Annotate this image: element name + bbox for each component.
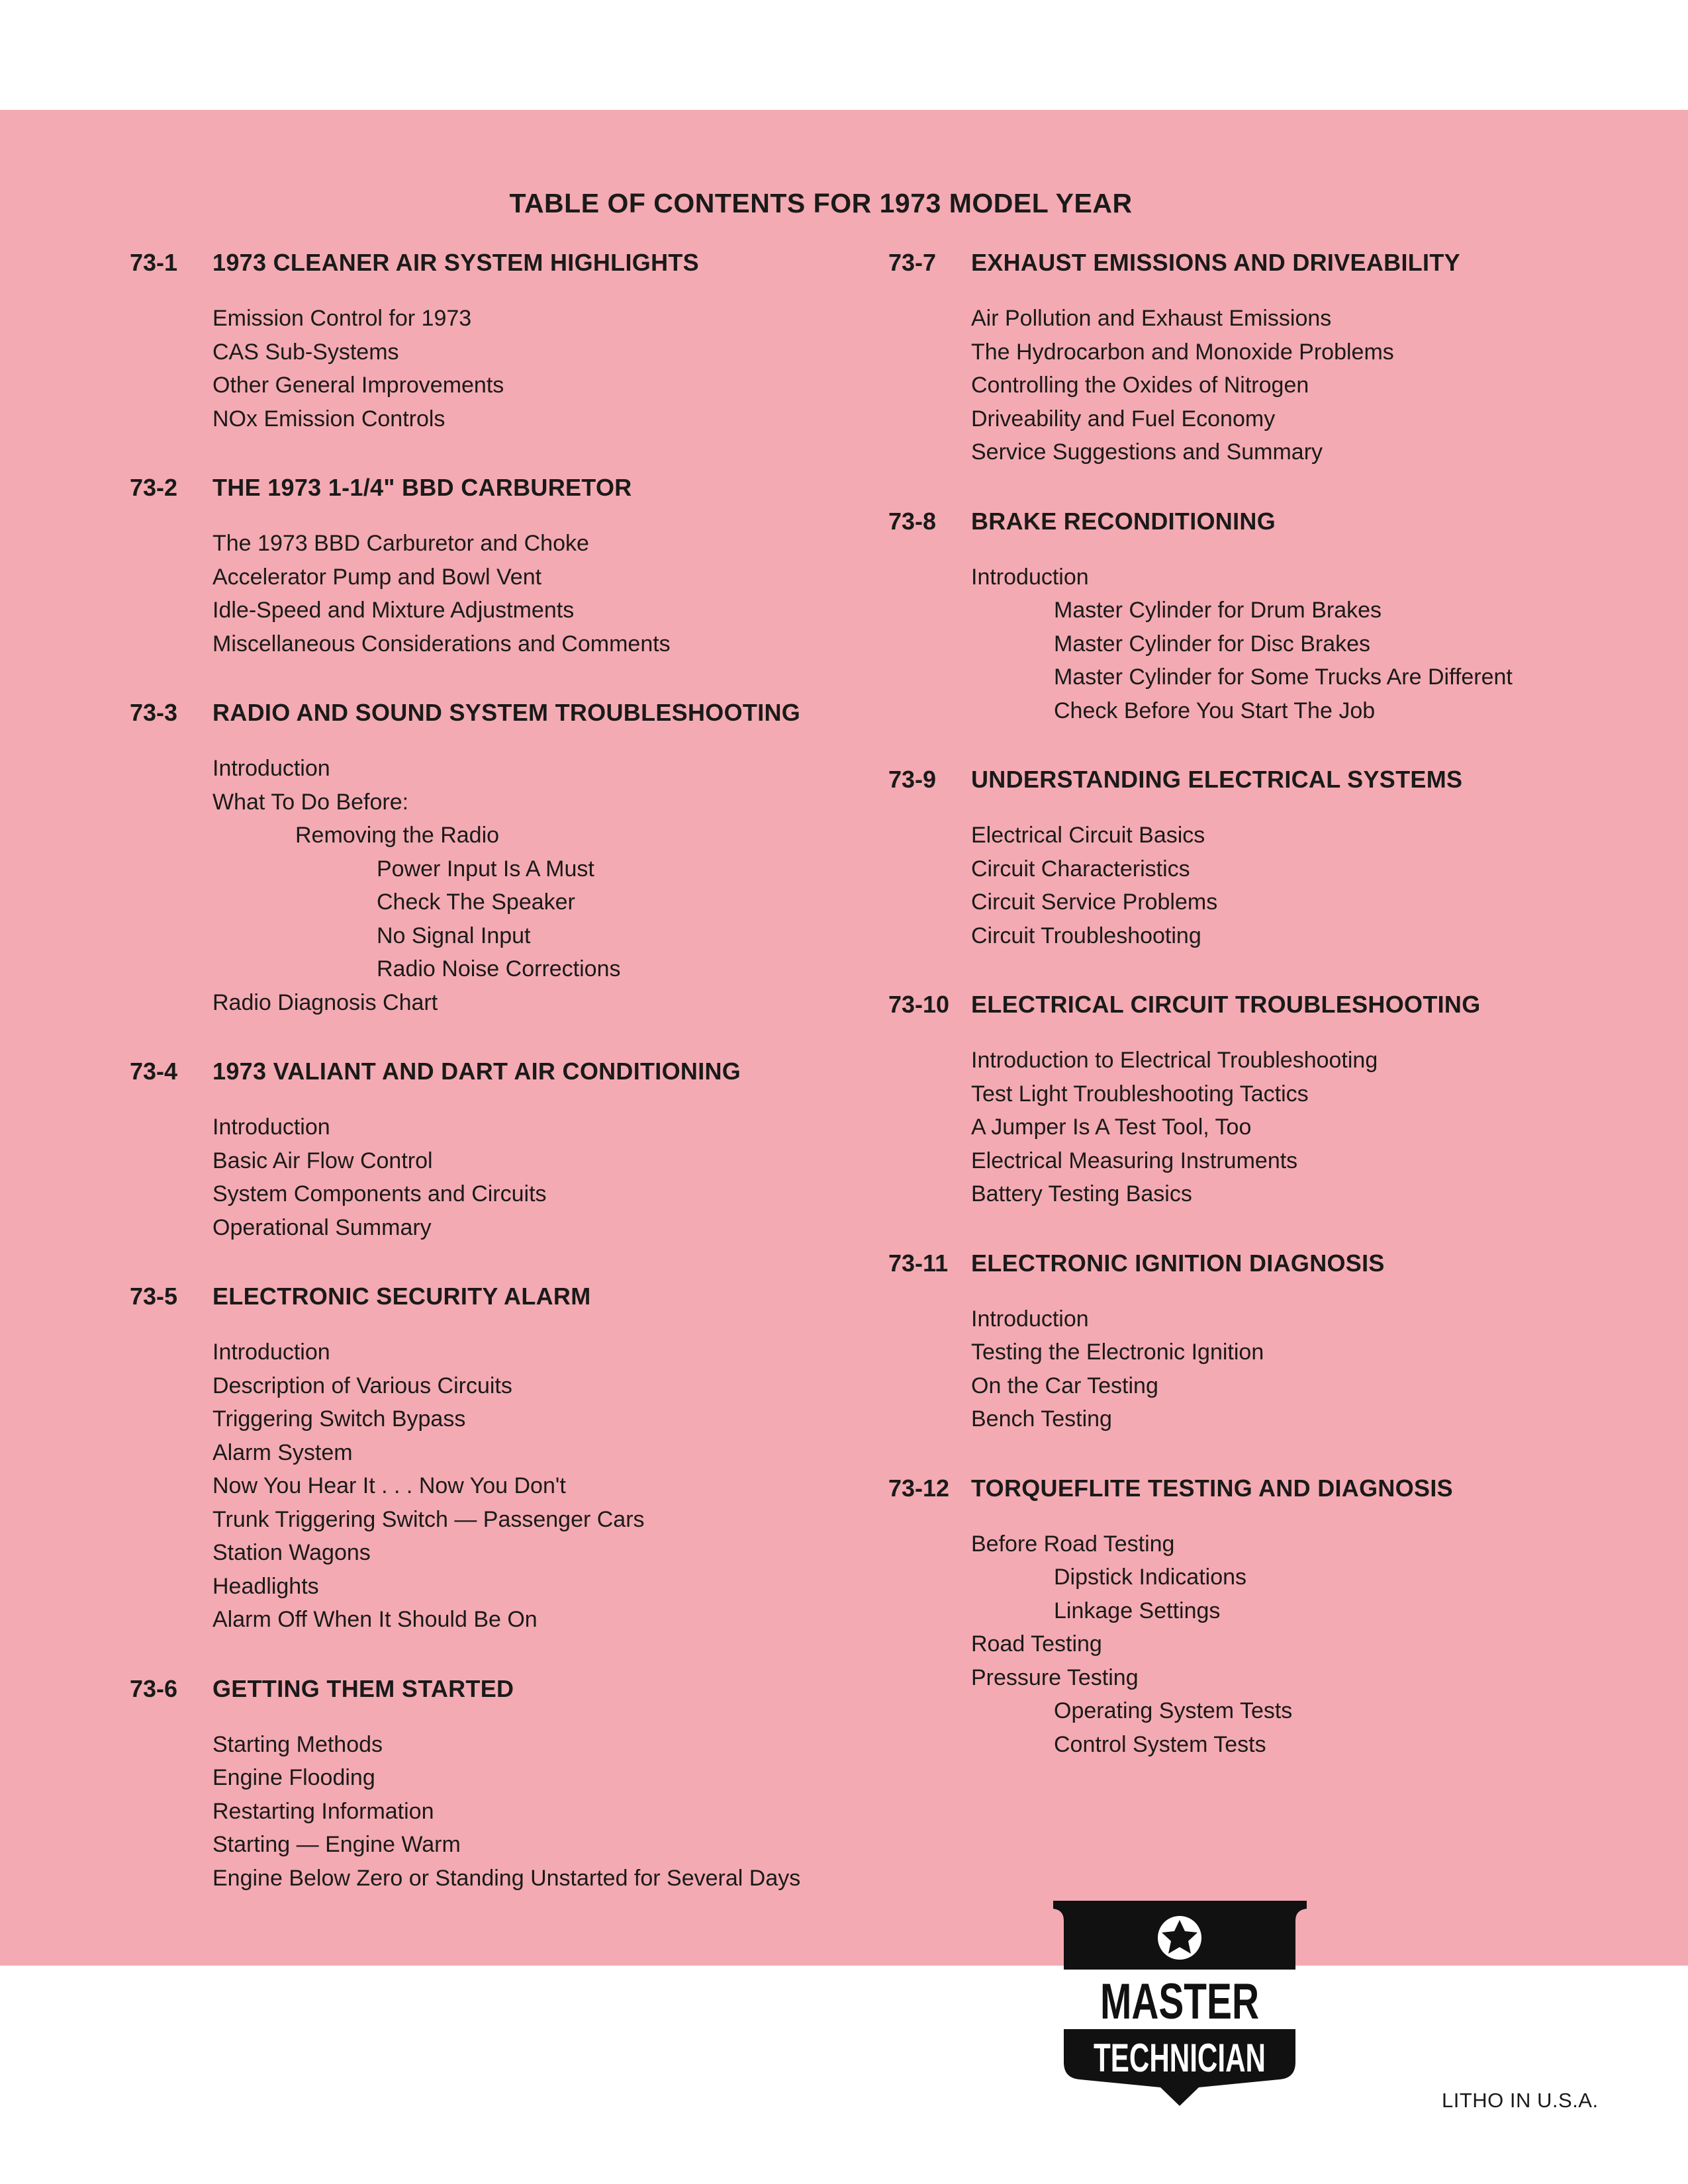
- toc-item: A Jumper Is A Test Tool, Too: [971, 1115, 1252, 1140]
- toc-item: Introduction: [212, 1340, 330, 1365]
- toc-item: Circuit Characteristics: [971, 856, 1190, 882]
- toc-item: System Components and Circuits: [212, 1181, 547, 1206]
- section-items: [212, 752, 825, 1019]
- toc-subitem: Linkage Settings: [1054, 1598, 1221, 1623]
- section-number: 73-9: [888, 766, 937, 793]
- toc-item: Introduction: [212, 1115, 330, 1140]
- section-heading: [888, 991, 1554, 1019]
- toc-item: Starting — Engine Warm: [212, 1832, 461, 1857]
- section-items: [212, 302, 825, 435]
- toc-section: [130, 1675, 825, 1895]
- toc-item: Circuit Troubleshooting: [971, 923, 1201, 948]
- imprint-text: LITHO IN U.S.A.: [1442, 2089, 1599, 2112]
- section-title: ELECTRICAL CIRCUIT TROUBLESHOOTING: [971, 991, 1481, 1018]
- toc-item: Idle-Speed and Mixture Adjustments: [212, 598, 575, 623]
- toc-item: What To Do Before:: [212, 789, 409, 815]
- left-column: [130, 249, 825, 1933]
- section-items: [971, 302, 1554, 469]
- toc-section: [888, 766, 1554, 952]
- toc-section: [888, 1475, 1554, 1762]
- toc-item: Introduction: [971, 564, 1089, 590]
- toc-subitem: Dipstick Indications: [1054, 1565, 1247, 1590]
- toc-item: Triggering Switch Bypass: [212, 1406, 466, 1432]
- toc-item: Station Wagons: [212, 1540, 371, 1565]
- section-heading: [888, 766, 1554, 794]
- toc-item: Battery Testing Basics: [971, 1181, 1192, 1206]
- toc-item: The 1973 BBD Carburetor and Choke: [212, 531, 589, 556]
- toc-item: Circuit Service Problems: [971, 889, 1218, 915]
- toc-item: Pressure Testing: [971, 1664, 1139, 1690]
- toc-subitem: Control System Tests: [1054, 1731, 1266, 1757]
- toc-subitem: Radio Noise Corrections: [377, 956, 621, 981]
- section-items: [971, 819, 1554, 952]
- toc-item: Radio Diagnosis Chart: [212, 989, 438, 1015]
- toc-item: Introduction to Electrical Troubleshooting: [971, 1048, 1378, 1073]
- section-items: [971, 1302, 1554, 1436]
- section-title: 1973 CLEANER AIR SYSTEM HIGHLIGHTS: [212, 249, 699, 276]
- section-number: 73-2: [130, 474, 178, 501]
- toc-item: NOx Emission Controls: [212, 406, 445, 432]
- toc-item: Introduction: [212, 756, 330, 781]
- toc-item: Alarm System: [212, 1439, 353, 1465]
- section-number: 73-7: [888, 249, 937, 276]
- toc-subitem: Operating System Tests: [1054, 1698, 1293, 1723]
- toc-item: Introduction: [971, 1306, 1089, 1332]
- section-items: [212, 1728, 825, 1895]
- toc-section: [130, 474, 825, 660]
- toc-section: [888, 991, 1554, 1211]
- toc-item: Restarting Information: [212, 1798, 434, 1824]
- section-number: 73-11: [888, 1249, 949, 1277]
- toc-item: Controlling the Oxides of Nitrogen: [971, 373, 1309, 398]
- toc-subitem: Check Before You Start The Job: [1054, 698, 1376, 723]
- toc-subitem: No Signal Input: [377, 923, 531, 948]
- toc-item: Other General Improvements: [212, 373, 504, 398]
- toc-subitem: Master Cylinder for Disc Brakes: [1054, 631, 1371, 657]
- toc-item: Alarm Off When It Should Be On: [212, 1607, 538, 1632]
- toc-item: Driveability and Fuel Economy: [971, 406, 1276, 432]
- toc-item: Trunk Triggering Switch — Passenger Cars: [212, 1506, 645, 1532]
- section-heading: [130, 1283, 825, 1310]
- toc-item: Now You Hear It . . . Now You Don't: [212, 1473, 566, 1498]
- toc-section: [888, 1250, 1554, 1436]
- section-heading: [130, 1675, 825, 1703]
- section-heading: [130, 249, 825, 277]
- toc-item: Starting Methods: [212, 1731, 383, 1757]
- toc-subitem: Removing the Radio: [295, 823, 500, 848]
- toc-item: Basic Air Flow Control: [212, 1148, 433, 1173]
- logo-technician-text: TECHNICIAN: [1094, 2036, 1266, 2080]
- toc-section: [130, 1283, 825, 1637]
- section-number: 73-5: [130, 1283, 178, 1310]
- section-title: RADIO AND SOUND SYSTEM TROUBLESHOOTING: [212, 699, 801, 726]
- toc-item: Air Pollution and Exhaust Emissions: [971, 306, 1332, 331]
- section-heading: [888, 1250, 1554, 1277]
- toc-subitem: Master Cylinder for Some Trucks Are Different: [1054, 664, 1513, 690]
- page-title: TABLE OF CONTENTS FOR 1973 MODEL YEAR: [509, 188, 1133, 218]
- toc-item: On the Car Testing: [971, 1373, 1158, 1398]
- toc-item: Engine Below Zero or Standing Unstarted for Several Days: [212, 1865, 801, 1891]
- right-column: [888, 249, 1554, 1799]
- section-items: [212, 527, 825, 660]
- section-heading: [130, 1058, 825, 1085]
- section-heading: [888, 249, 1554, 277]
- toc-item: Before Road Testing: [971, 1531, 1175, 1557]
- toc-subitem: Master Cylinder for Drum Brakes: [1054, 598, 1382, 623]
- toc-item: The Hydrocarbon and Monoxide Problems: [971, 339, 1394, 365]
- section-title: EXHAUST EMISSIONS AND DRIVEABILITY: [971, 249, 1460, 276]
- section-heading: [888, 508, 1554, 535]
- toc-item: Test Light Troubleshooting Tactics: [971, 1081, 1309, 1107]
- section-heading: [130, 474, 825, 502]
- logo-master-text: MASTER: [1100, 1974, 1259, 2030]
- toc-item: Electrical Circuit Basics: [971, 823, 1205, 848]
- section-heading: [888, 1475, 1554, 1502]
- section-number: 73-3: [130, 699, 178, 726]
- toc-item: Headlights: [212, 1573, 319, 1599]
- section-title: GETTING THEM STARTED: [212, 1674, 514, 1702]
- section-heading: [130, 699, 825, 727]
- pink-page: [0, 110, 1688, 1966]
- section-number: 73-6: [130, 1674, 178, 1702]
- section-items: [971, 1044, 1554, 1211]
- toc-item: Operational Summary: [212, 1214, 432, 1240]
- toc-item: Testing the Electronic Ignition: [971, 1340, 1264, 1365]
- section-number: 73-4: [130, 1058, 178, 1085]
- master-technician-logo: [1049, 1898, 1311, 2109]
- toc-item: Miscellaneous Considerations and Comments: [212, 631, 671, 657]
- section-title: 1973 VALIANT AND DART AIR CONDITIONING: [212, 1058, 741, 1085]
- section-title: ELECTRONIC SECURITY ALARM: [212, 1283, 591, 1310]
- section-title: ELECTRONIC IGNITION DIAGNOSIS: [971, 1249, 1385, 1277]
- toc-section: [130, 699, 825, 1019]
- section-title: THE 1973 1-1/4" BBD CARBURETOR: [212, 474, 632, 501]
- toc-subitem: Check The Speaker: [377, 889, 575, 915]
- section-number: 73-8: [888, 507, 937, 535]
- toc-item: Emission Control for 1973: [212, 306, 472, 331]
- toc-item: Electrical Measuring Instruments: [971, 1148, 1298, 1173]
- toc-item: CAS Sub-Systems: [212, 339, 399, 365]
- section-items: [212, 1336, 825, 1637]
- toc-item: Bench Testing: [971, 1406, 1112, 1432]
- toc-section: [888, 249, 1554, 469]
- toc-section: [888, 508, 1554, 728]
- section-title: UNDERSTANDING ELECTRICAL SYSTEMS: [971, 766, 1463, 793]
- section-items: [212, 1111, 825, 1244]
- section-items: [971, 1527, 1554, 1762]
- toc-item: Road Testing: [971, 1631, 1102, 1657]
- toc-section: [130, 1058, 825, 1244]
- toc-item: Description of Various Circuits: [212, 1373, 512, 1398]
- toc-item: Engine Flooding: [212, 1765, 375, 1790]
- toc-subitem: Power Input Is A Must: [377, 856, 594, 882]
- toc-section: [130, 249, 825, 435]
- section-items: [971, 561, 1554, 728]
- section-number: 73-1: [130, 249, 178, 276]
- section-number: 73-12: [888, 1474, 950, 1502]
- section-number: 73-10: [888, 991, 950, 1018]
- section-title: BRAKE RECONDITIONING: [971, 507, 1276, 535]
- toc-item: Service Suggestions and Summary: [971, 439, 1323, 465]
- toc-item: Accelerator Pump and Bowl Vent: [212, 564, 542, 590]
- section-title: TORQUEFLITE TESTING AND DIAGNOSIS: [971, 1474, 1453, 1502]
